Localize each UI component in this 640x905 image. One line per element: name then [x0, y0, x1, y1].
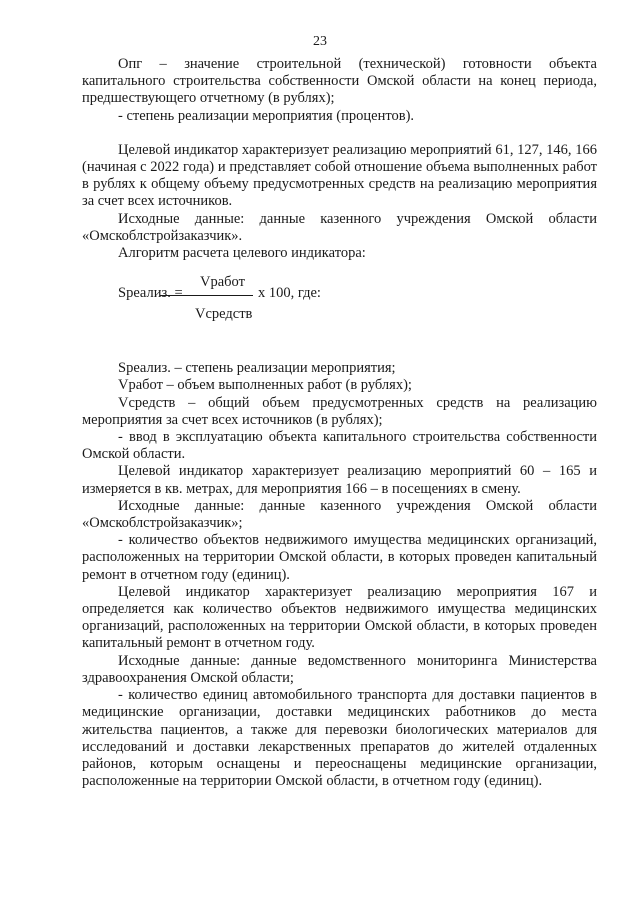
paragraph-v-work-definition: Vработ – объем выполненных работ (в рублях);: [118, 377, 412, 394]
formula-left-side: Sреализ. =: [118, 285, 183, 302]
formula-numerator: Vработ: [200, 274, 245, 291]
page-number: 23: [313, 34, 327, 49]
paragraph-source-data-1: Исходные данные: данные казенного учреждения Омской области «Омскоблстройзаказчик».: [82, 210, 597, 244]
formula-denominator: Vсредств: [195, 306, 253, 323]
paragraph-source-data-2: Исходные данные: данные казенного учреждения Омской области «Омскоблстройзаказчик»;: [82, 497, 597, 532]
paragraph-target-indicator-61-166: Целевой индикатор характеризует реализацию мероприятий 61, 127, 146, 166 (начиная с 2022 года) и представляет собой отношение объема выполненных работ в рублях к общему объему предусмотренных средств на реализацию мероприятия за счет всех источников.: [82, 141, 597, 210]
paragraph-vehicles-count: - количество единиц автомобильного транспорта для доставки пациентов в медицинские организации, доставки медицинских работников до места жительства пациентов, а также для перевозки биологических материалов для исследований и доставки лекарственных препаратов до жителей отдаленных районов, которым оснащены и переоснащены медицинские организации, расположенные на территории Омской области, в отчетном году (единиц).: [82, 687, 597, 790]
paragraph-v-funds-definition: Vсредств – общий объем предусмотренных средств на реализацию мероприятия за счет всех источников (в рублях);: [82, 394, 597, 428]
document-body: [82, 56, 597, 790]
formula-fraction-bar: [160, 295, 253, 296]
paragraph-target-indicator-167: Целевой индикатор характеризует реализацию мероприятия 167 и определяется как количество объектов недвижимого имущества медицинских организаций, расположенных на территории Омской области, в которых проведен капитальный ремонт в отчетном году.: [82, 583, 597, 652]
paragraph-algorithm-heading: Алгоритм расчета целевого индикатора:: [118, 245, 366, 262]
formula-right-side: x 100, где:: [258, 285, 321, 302]
paragraph-opg-definition: Опг – значение строительной (технической) готовности объекта капитального строительства собственности Омской области на конец периода, предшествующего отчетному (в рублях);: [82, 56, 597, 107]
paragraph-s-definition: Sреализ. – степень реализации мероприятия;: [118, 360, 396, 377]
paragraph-source-data-3: Исходные данные: данные ведомственного мониторинга Министерства здравоохранения Омской области;: [82, 652, 597, 686]
paragraph-target-indicator-60-165: Целевой индикатор характеризует реализацию мероприятий 60 – 165 и измеряется в кв. метрах, для мероприятия 166 – в посещениях в смену.: [82, 463, 597, 497]
formula: [82, 268, 597, 348]
paragraph-degree-of-implementation: - степень реализации мероприятия (процентов).: [118, 107, 415, 124]
paragraph-commissioning: - ввод в эксплуатацию объекта капитального строительства собственности Омской области.: [82, 429, 597, 463]
paragraph-real-estate-count: - количество объектов недвижимого имущества медицинских организаций, расположенных на территории Омской области, в которых проведен капитальный ремонт в отчетном году (единиц).: [82, 532, 597, 583]
